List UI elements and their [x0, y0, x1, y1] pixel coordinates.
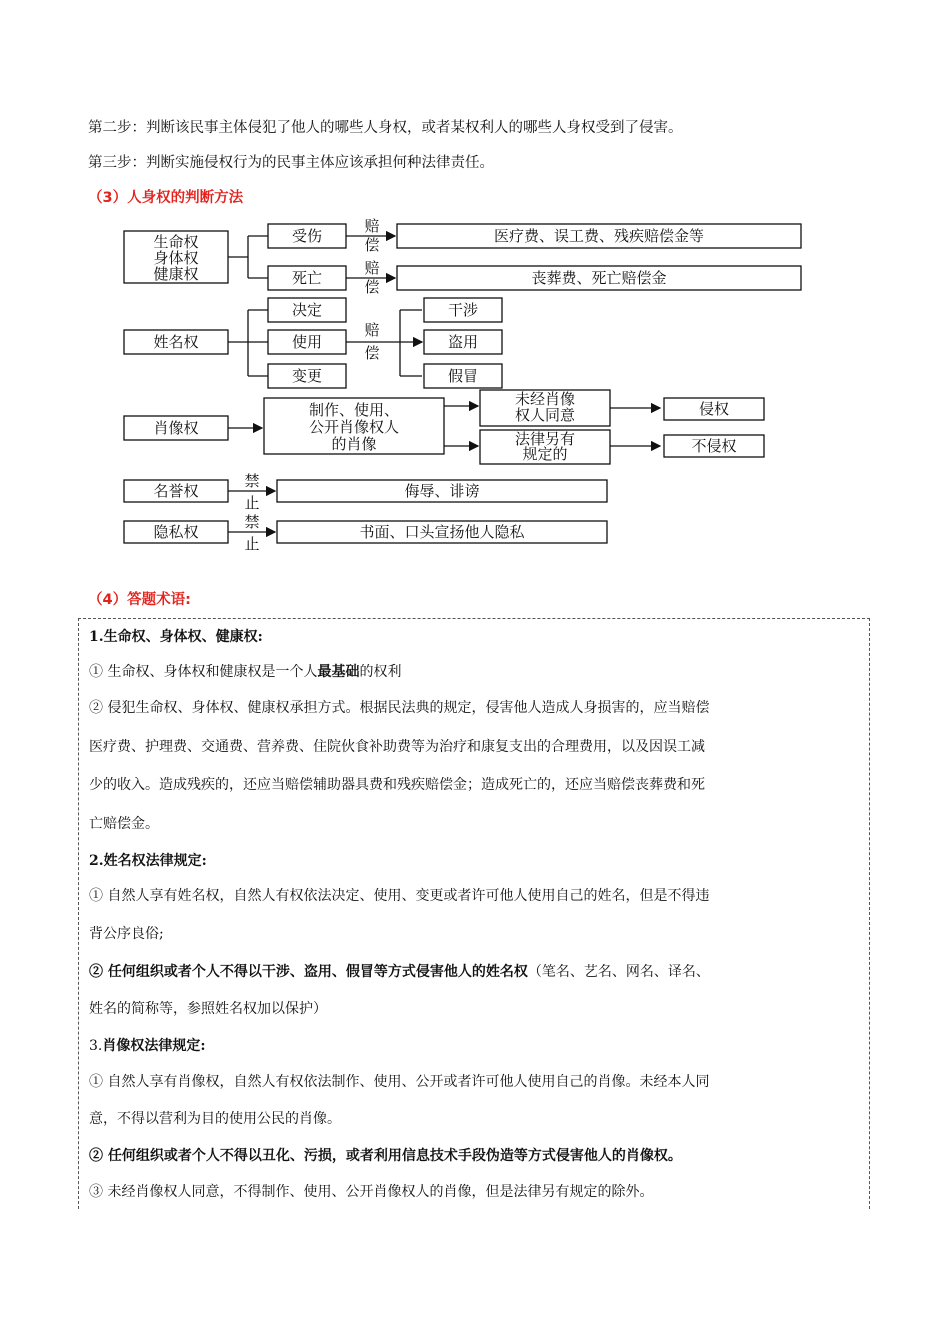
compensate-char-1a: 赔 [364, 217, 380, 235]
portrait-act-line-3: 的肖像 [331, 435, 377, 453]
reputation-ban-label: 侮辱、诽谤 [404, 482, 480, 500]
privacy-ban-label: 书面、口头宣扬他人隐私 [359, 523, 525, 541]
injury-result-label: 医疗费、误工费、残疾赔偿金等 [493, 227, 705, 245]
portrait-act-line-2: 公开肖像权人 [308, 418, 400, 436]
no-consent-line-2: 权人同意 [514, 406, 576, 424]
law-other-line-1: 法律另有 [514, 430, 576, 448]
death-label: 死亡 [291, 269, 323, 287]
section-heading-4: （4）答题术语: [88, 592, 191, 608]
forbid-char-1b: 禁 [244, 513, 260, 531]
privacy-right-label: 隐私权 [153, 523, 199, 541]
law-other-line-2: 规定的 [522, 445, 568, 463]
reputation-right-label: 名誉权 [153, 482, 199, 500]
step-two-text: 第二步：判断该民事主体侵犯了他人的哪些人身权，或者某权利人的哪些人身权受到了侵害。 [88, 120, 683, 136]
portrait-rule-3: ③ 未经肖像权人同意，不得制作、使用、公开肖像权人的肖像，但是法律另有规定的除外。 [89, 1184, 654, 1200]
compensate-char-2a: 偿 [364, 236, 380, 254]
name-decide-label: 决定 [291, 301, 323, 319]
portrait-act-line-1: 制作、使用、 [308, 401, 400, 419]
answer-heading-3 [89, 1036, 861, 1056]
infringe-label: 侵权 [698, 400, 730, 418]
portrait-right-label: 肖像权 [153, 419, 199, 437]
interfere-label: 干涉 [447, 301, 479, 319]
no-consent-line-1: 未经肖像 [514, 390, 576, 408]
answer-line-1-tail: 的权利 [359, 664, 402, 680]
answer-line-2d: 亡赔偿金。 [89, 816, 159, 832]
answer-line-2b: 医疗费、护理费、交通费、营养费、住院伙食补助费等为治疗和康复支出的合理费用，以及因误工减 [89, 739, 705, 755]
name-rule-2a [89, 962, 861, 982]
name-rule-2a-rest: （笔名、艺名、网名、译名、 [527, 964, 710, 980]
name-rule-2a-bold: ② 任何组织或者个人不得以干涉、盗用、假冒等方式侵害他人的姓名权 [89, 964, 528, 980]
portrait-rule-1a: ① 自然人享有肖像权，自然人有权依法制作、使用、公开或者许可他人使用自己的肖像。未经本人同 [89, 1074, 710, 1090]
portrait-rule-2: ② 任何组织或者个人不得以丑化、污损，或者利用信息技术手段伪造等方式侵害他人的肖像权。 [89, 1148, 682, 1164]
life-right-label: 生命权 [153, 233, 199, 251]
compensate-char-1c: 赔 [364, 321, 380, 339]
answer-heading-3-text: 肖像权法律规定: [102, 1038, 206, 1054]
death-result-label: 丧葬费、死亡赔偿金 [531, 269, 667, 287]
answer-line-2a: ② 侵犯生命权、身体权、健康权承担方式。根据民法典的规定，侵害他人造成人身损害的，应当赔偿 [89, 700, 710, 716]
name-change-label: 变更 [291, 367, 323, 385]
name-right-label: 姓名权 [153, 333, 199, 351]
name-rule-1a: ① 自然人享有姓名权，自然人有权依法决定、使用、变更或者许可他人使用自己的姓名，但是不得违 [89, 888, 710, 904]
name-rule-1b: 背公序良俗; [89, 926, 164, 942]
answer-line-1 [89, 662, 861, 682]
answer-terms-box [78, 618, 870, 1209]
body-right-label: 身体权 [153, 249, 199, 267]
compensate-char-1b: 赔 [364, 259, 380, 277]
answer-line-1-text: ① 生命权、身体权和健康权是一个人 [89, 664, 318, 680]
forbid-char-2a: 止 [244, 494, 260, 512]
injury-label: 受伤 [291, 227, 323, 245]
answer-heading-2: 2.姓名权法律规定: [89, 853, 207, 869]
answer-line-1-emphasis: 最基础 [317, 664, 360, 680]
section-heading-3: （3）人身权的判断方法 [88, 190, 244, 206]
impersonate-label: 假冒 [447, 367, 479, 385]
health-right-label: 健康权 [153, 265, 199, 283]
portrait-rule-1b: 意，不得以营利为目的使用公民的肖像。 [89, 1111, 341, 1127]
forbid-char-1a: 禁 [244, 472, 260, 490]
name-use-label: 使用 [291, 333, 323, 351]
step-three-text: 第三步：判断实施侵权行为的民事主体应该承担何种法律责任。 [88, 155, 494, 171]
rights-diagram [0, 0, 950, 570]
answer-heading-1: 1.生命权、身体权、健康权: [89, 629, 263, 645]
compensate-char-2b: 偿 [364, 278, 380, 296]
answer-line-2c: 少的收入。造成残疾的，还应当赔偿辅助器具费和残疾赔偿金；造成死亡的，还应当赔偿丧葬费和死 [89, 777, 705, 793]
name-rule-2b: 姓名的简称等，参照姓名权加以保护） [89, 1001, 327, 1017]
compensate-char-2c: 偿 [364, 344, 380, 362]
answer-heading-3-number: 3. [89, 1038, 103, 1054]
not-infringe-label: 不侵权 [691, 437, 737, 455]
misuse-label: 盗用 [447, 333, 479, 351]
forbid-char-2b: 止 [244, 535, 260, 553]
